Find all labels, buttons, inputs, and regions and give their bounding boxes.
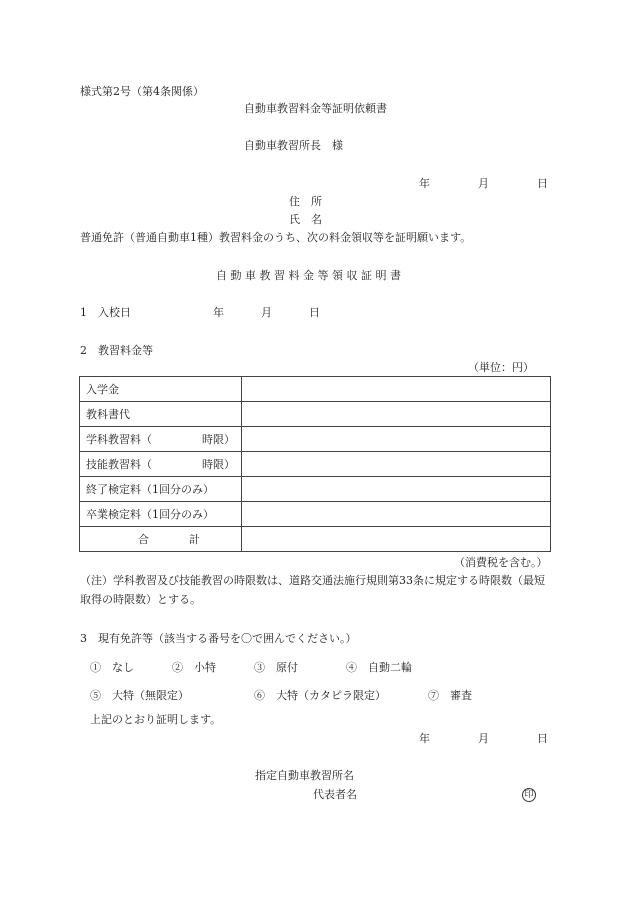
- date-month: 月: [478, 177, 489, 190]
- table-row: [80, 477, 551, 502]
- section1-year: 年: [213, 306, 224, 319]
- section2-label: 2 教習料金等: [80, 344, 153, 357]
- row-label: 卒業検定料（1回分のみ）: [80, 502, 242, 527]
- certify-day: 日: [537, 732, 548, 745]
- section1-label: 1 入校日: [80, 306, 131, 319]
- row-label-cell: [80, 452, 242, 477]
- date-day: 日: [537, 177, 548, 190]
- total-label-a: 合: [138, 533, 149, 546]
- section3-label: 3 現有免許等（該当する番号を〇で囲んでください。）: [80, 632, 357, 645]
- total-value[interactable]: [242, 527, 551, 552]
- row-value[interactable]: [242, 377, 551, 402]
- section1-day: 日: [309, 306, 320, 319]
- table-row-total: [80, 527, 551, 552]
- option-6[interactable]: ⑥ 大特（カタピラ限定）: [254, 689, 386, 702]
- option-1[interactable]: ① なし: [90, 661, 134, 674]
- table-row: [80, 502, 551, 527]
- table-row: [80, 377, 551, 402]
- table-row: [80, 427, 551, 452]
- total-label-cell: [80, 527, 242, 552]
- certify-year: 年: [419, 732, 430, 745]
- name-label: 氏 名: [289, 213, 322, 226]
- section1-month: 月: [261, 306, 272, 319]
- addressee: 自動車教習所長 様: [244, 139, 343, 152]
- row-label: 教科書代: [80, 402, 242, 427]
- option-5[interactable]: ⑤ 大特（無限定）: [90, 689, 189, 702]
- request-text: 普通免許（普通自動車1種）教習料金のうち、次の料金領収等を証明願います。: [80, 231, 472, 244]
- row-label: 学科教習料（: [86, 433, 152, 446]
- date-year: 年: [419, 177, 430, 190]
- certify-text: 上記のとおり証明します。: [90, 713, 222, 726]
- unit-label: （単位：円）: [468, 361, 534, 374]
- row-value[interactable]: [242, 427, 551, 452]
- address-label: 住 所: [289, 195, 322, 208]
- row-label-cell: [80, 427, 242, 452]
- total-label-b: 計: [189, 533, 200, 546]
- row-value[interactable]: [242, 502, 551, 527]
- row-value[interactable]: [242, 477, 551, 502]
- option-7[interactable]: ⑦ 審査: [428, 689, 472, 702]
- row-value[interactable]: [242, 402, 551, 427]
- form-number: 様式第2号（第4条関係）: [80, 85, 204, 98]
- option-3[interactable]: ③ 原付: [254, 661, 298, 674]
- school-label: 指定自動車教習所名: [255, 769, 354, 782]
- row-value[interactable]: [242, 452, 551, 477]
- note-line2: 取得の時限数）とする。: [80, 593, 201, 606]
- option-2[interactable]: ② 小特: [172, 661, 216, 674]
- certify-month: 月: [478, 732, 489, 745]
- seal-mark: [522, 788, 536, 802]
- row-label-suffix: 時限）: [202, 433, 235, 446]
- certificate-title: 自 動 車 教 習 料 金 等 領 収 証 明 書: [216, 269, 401, 282]
- row-label: 終了検定料（1回分のみ）: [80, 477, 242, 502]
- row-label: 技能教習料（: [86, 458, 152, 471]
- request-title: 自動車教習料金等証明依頼書: [244, 102, 387, 115]
- row-label-suffix: 時限）: [202, 458, 235, 471]
- fee-table: [79, 376, 551, 552]
- table-row: [80, 452, 551, 477]
- option-4[interactable]: ④ 自動二輪: [346, 661, 412, 674]
- table-row: [80, 402, 551, 427]
- seal-icon: 印: [522, 788, 536, 802]
- rep-label: 代表者名: [313, 788, 357, 801]
- tax-note: （消費税を含む。）: [454, 556, 548, 569]
- row-label: 入学金: [80, 377, 242, 402]
- note-line1: （注）学科教習及び技能教習の時限数は、道路交通法施行規則第33条に規定する時限数（最短: [80, 574, 545, 587]
